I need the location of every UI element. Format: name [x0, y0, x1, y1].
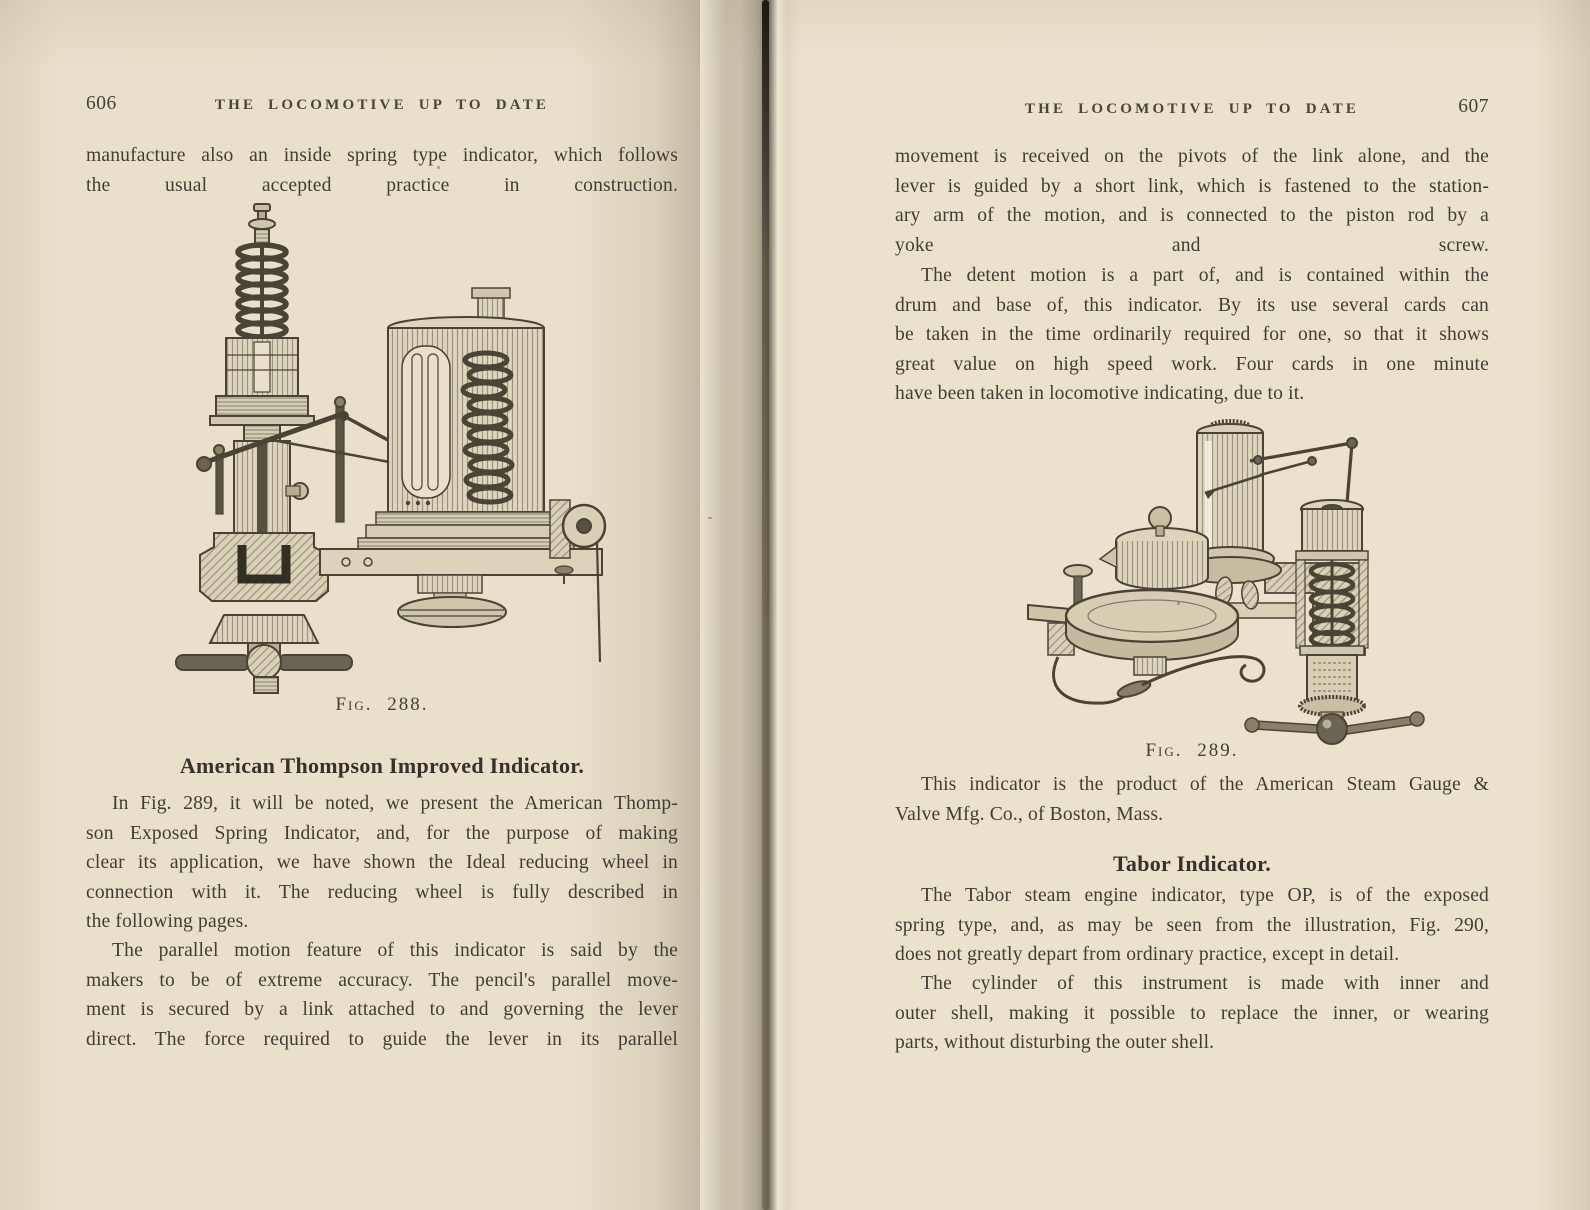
page-number: 607: [1458, 96, 1489, 117]
body-paragraph: movement is received on the pivots of the link alone, and the lever is guided by a short link, which is fastened to the station- ary arm of the motion, and is connected to the piston rod by a yoke and screw.: [895, 146, 1489, 256]
figure-288: [160, 200, 630, 695]
figure-288-caption: Fig. 288.: [335, 694, 429, 715]
running-title: THE LOCOMOTIVE UP TO DATE: [1024, 101, 1360, 117]
body-paragraph: In Fig. 289, it will be noted, we present the American Thomp- son Exposed Spring Indicator, and, for the purpose of making clear its application, we have shown the Ideal reducing wheel in connection with it. The reducing wheel is fully described in the following pages.: [86, 793, 678, 933]
body-paragraph: The cylinder of this instrument is made with inner and outer shell, making it possible to replace the inner, or wearing parts, without disturbing the outer shell.: [895, 973, 1489, 1054]
page-606: [0, 0, 700, 1210]
body-paragraph: manufacture also an inside spring type indicator, which follows the usual accepted practice in construction.: [86, 145, 678, 196]
figure-289-illustration: [1000, 413, 1450, 745]
paper-speck: [1177, 602, 1180, 605]
figure-289: [1000, 413, 1450, 745]
figure-289-caption: Fig. 289.: [1145, 740, 1239, 761]
body-paragraph: This indicator is the product of the American Steam Gauge & Valve Mfg. Co., of Boston, Mass.: [895, 774, 1489, 825]
running-title: THE LOCOMOTIVE UP TO DATE: [214, 97, 550, 113]
section-heading-american-thompson: American Thompson Improved Indicator.: [179, 753, 585, 778]
page-607: [700, 0, 1590, 1210]
body-paragraph: The Tabor steam engine indicator, type OP, is of the exposed spring type, and, as may be seen from the illustration, Fig. 290, does not greatly depart from ordinary practice, except in detail.: [895, 885, 1489, 966]
page-number: 606: [86, 93, 117, 114]
figure-288-illustration: [160, 200, 630, 695]
paper-speck: [437, 166, 440, 169]
section-heading-tabor: Tabor Indicator.: [1112, 851, 1272, 876]
paper-speck: [708, 517, 712, 519]
body-paragraph: The parallel motion feature of this indicator is said by the makers to be of extreme accuracy. The pencil's parallel move- ment is secured by a link attached to and governing the lever direct. The force required to guide the lever in its parallel: [86, 940, 678, 1050]
body-paragraph: The detent motion is a part of, and is contained within the drum and base of, this indicator. By its use several cards can be taken in the time ordinarily required for one, so that it shows great value on high speed work. Four cards in one minute have been taken in locomotive indicating, due to it.: [895, 265, 1489, 405]
